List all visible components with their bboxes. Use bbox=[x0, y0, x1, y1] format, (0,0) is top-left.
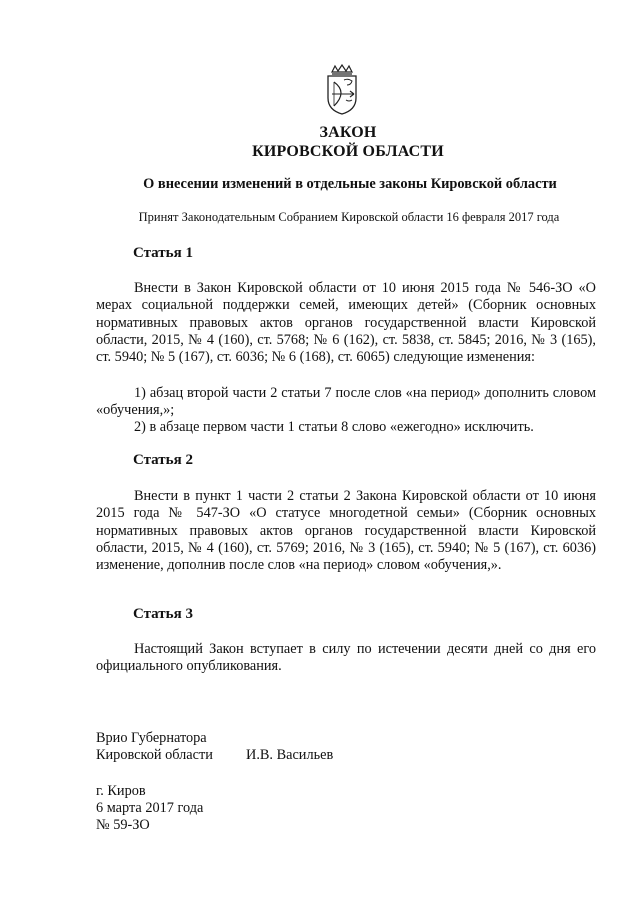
article-paragraph: 1) абзац второй части 2 статьи 7 после слов «на период» дополнить словом «обучения,»; bbox=[96, 385, 596, 419]
signatory-name: И.В. Васильев bbox=[246, 747, 334, 763]
document-type-title: ЗАКОН bbox=[319, 124, 377, 141]
article-paragraph: 2) в абзаце первом части 1 статьи 8 слово «ежегодно» исключить. bbox=[134, 419, 534, 435]
signatory-role: Врио Губернатора bbox=[96, 730, 207, 746]
law-subject: О внесении изменений в отдельные законы Кировской области bbox=[143, 176, 557, 192]
article-heading: Статья 3 bbox=[133, 606, 193, 622]
article-heading: Статья 2 bbox=[133, 452, 193, 468]
article-paragraph: Настоящий Закон вступает в силу по истечении десяти дней со дня его официального опубликования. bbox=[96, 641, 596, 675]
article-paragraph: Внести в пункт 1 части 2 статьи 2 Закона Кировской области от 10 июня 2015 года № 547-ЗО «О статусе многодетной семьи» (Сборник основных нормативных правовых актов органов государственной власти Кировской области, 2015, № 4 (160), ст. 5769; 2016, № 3 (165), ст. 5940; № 5 (167), ст. 6036) изменение, дополнив после слов «на период» словом «обучения,». bbox=[96, 488, 596, 574]
article-heading: Статья 1 bbox=[133, 245, 193, 261]
law-number: № 59-ЗО bbox=[96, 817, 150, 833]
kirov-oblast-coat-of-arms-icon bbox=[324, 64, 360, 116]
adoption-note: Принят Законодательным Собранием Кировской области 16 февраля 2017 года bbox=[138, 210, 560, 224]
signing-place: г. Киров bbox=[96, 783, 146, 799]
signatory-region: Кировской области bbox=[96, 747, 213, 763]
region-title: КИРОВСКОЙ ОБЛАСТИ bbox=[252, 143, 444, 160]
signing-date: 6 марта 2017 года bbox=[96, 800, 204, 816]
article-paragraph: Внести в Закон Кировской области от 10 июня 2015 года № 546-ЗО «О мерах социальной поддержки семей, имеющих детей» (Сборник основных нормативных правовых актов органов государственной власти Кировской области, 2015, № 4 (160), ст. 5768; № 6 (162), ст. 5838, ст. 5845; 2016, № 3 (165), ст. 5940; № 5 (167), ст. 6036; № 6 (168), ст. 6065) следующие изменения: bbox=[96, 280, 596, 366]
